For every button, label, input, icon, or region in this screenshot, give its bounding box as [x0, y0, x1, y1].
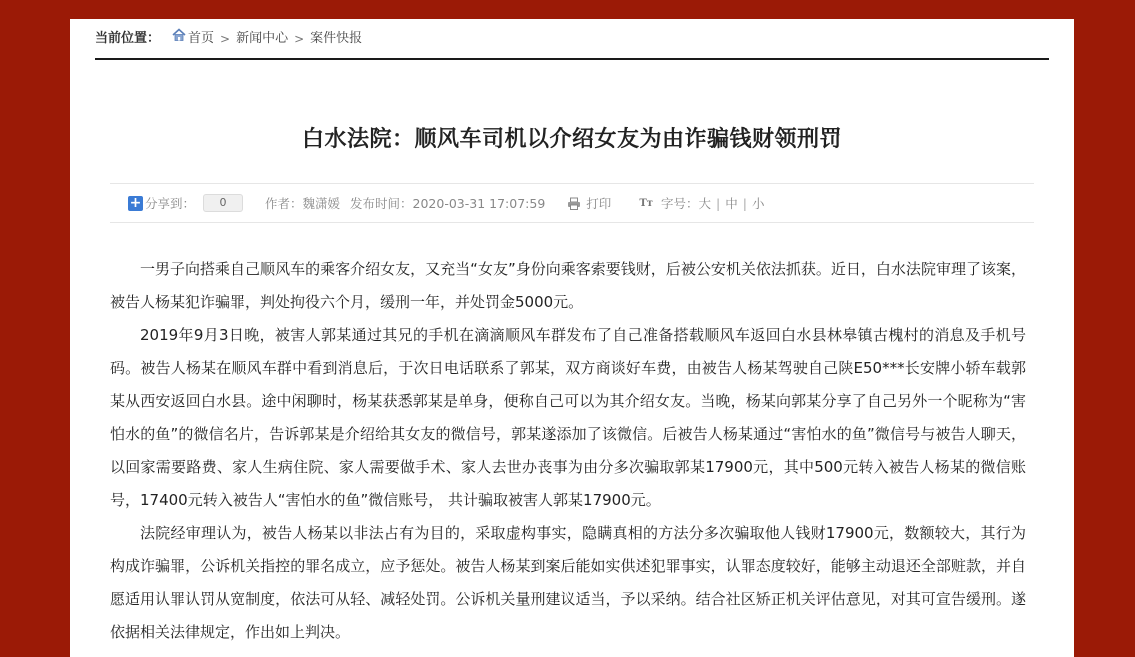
print-label: 打印 [586, 196, 612, 211]
font-size-medium[interactable]: 中 [725, 196, 738, 211]
article-title: 白水法院：顺风车司机以介绍女友为由诈骗钱财领刑罚 [301, 126, 842, 152]
breadcrumb-home-link[interactable]: 首页 [188, 31, 215, 46]
breadcrumb-separator: > [220, 32, 231, 46]
font-size-large[interactable]: 大 [698, 196, 711, 211]
font-size-divider: | [715, 195, 721, 211]
article-meta-bar [110, 183, 1034, 223]
font-size-label: 字号： [660, 196, 699, 211]
plus-icon: + [129, 194, 142, 211]
breadcrumb-case-link[interactable]: 案件快报 [310, 31, 363, 46]
font-size-icon: Tт [639, 197, 653, 209]
article-body [110, 253, 1026, 649]
article-paragraph: 2019年9月3日晚，被害人郭某通过其兄的手机在滴滴顺风车群发布了自己准备搭载顺风车返回白水县林皋镇古槐村的消息及手机号码。被告人杨某在顺风车群中看到消息后，于次日电话联系了郭某，双方商谈好车费，由被告人杨某驾驶自己陕E50***长安牌小轿车载郭某从西安返回白水县。途中闲聊时，杨某获悉郭某是单身，便称自己可以为其介绍女友。当晚，杨某向郭某分享了自己另外一个昵称为“害怕水的鱼”的微信名片，告诉郭某是介绍给其女友的微信号，郭某遂添加了该微信。后被告人杨某通过“害怕水的鱼”微信号与被告人聊天，以回家需要路费、家人生病住院、家人需要做手术、家人去世办丧事为由分多次骗取郭某17900元，其中500元转入被告人杨某的微信账号，17400元转入被告人“害怕水的鱼”微信账号， 共计骗取被害人郭某17900元。 [110, 326, 1026, 509]
share-label: 分享到： [145, 196, 196, 211]
font-size-small[interactable]: 小 [751, 196, 765, 211]
home-icon [172, 28, 186, 41]
article-author: 作者：魏潇媛 [265, 196, 341, 211]
article-paragraph: 法院经审理认为，被告人杨某以非法占有为目的，采取虚构事实，隐瞒真相的方法分多次骗取他人钱财17900元，数额较大，其行为构成诈骗罪，公诉机关指控的罪名成立，应予惩处。被告人杨某到案后能如实供述犯罪事实，认罪态度较好，能够主动退还全部赃款，并自愿适用认罪认罚从宽制度，依法可从轻、减轻处罚。公诉机关量刑建议适当，予以采纳。结合社区矫正机关评估意见，对其可宣告缓刑。遂依据相关法律规定，作出如上判决。 [110, 524, 1026, 641]
breadcrumb-separator: > [294, 32, 305, 46]
article-paragraph: 一男子向搭乘自己顺风车的乘客介绍女友，又充当“女友”身份向乘客索要钱财，后被公安机关依法抓获。近日，白水法院审理了该案，被告人杨某犯诈骗罪，判处拘役六个月，缓刑一年，并处罚金5000元。 [110, 260, 1026, 311]
font-size-divider: | [742, 195, 747, 211]
page-container [70, 19, 1074, 657]
breadcrumb-news-link[interactable]: 新闻中心 [236, 31, 289, 46]
publish-time: 发布时间：2020-03-31 17:07:59 [350, 196, 546, 211]
breadcrumb [95, 28, 1049, 60]
share-count: 0 [203, 194, 243, 212]
print-button[interactable] [567, 194, 611, 212]
breadcrumb-label: 当前位置： [95, 31, 161, 46]
share-button[interactable] [128, 194, 243, 212]
font-size-control [639, 194, 764, 212]
printer-icon [567, 197, 581, 210]
